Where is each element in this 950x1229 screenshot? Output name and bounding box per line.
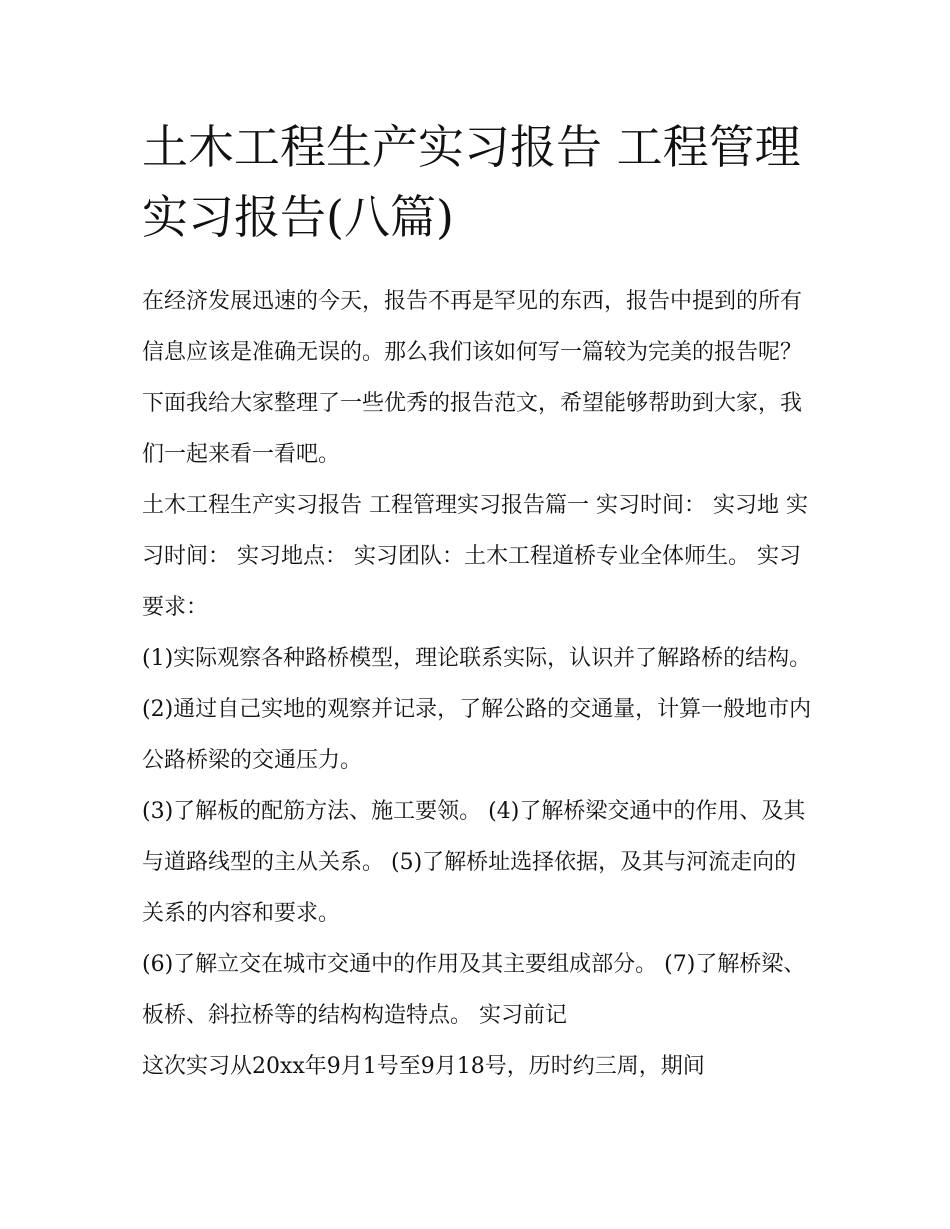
paragraph-intro: 在经济发展迅速的今天，报告不再是罕见的东西，报告中提到的所有信息应该是准确无误的。那么我们该如何写一篇较为完美的报告呢？下面我给大家整理了一些优秀的报告范文，希望能够帮助到大家，我们一起来看一看吧。 <box>142 289 803 467</box>
document-body <box>142 276 818 1092</box>
paragraph-internship-info: 土木工程生产实习报告 工程管理实习报告篇一 实习时间： 实习地 实习时间： 实习地点： 实习团队：土木工程道桥专业全体师生。 实习要求： <box>142 493 808 620</box>
paragraph-internship-period: 这次实习从20xx年9月1号至9月18号，历时约三周，期间 <box>142 1054 705 1079</box>
paragraph-requirements-1-2: (1)实际观察各种路桥模型，理论联系实际，认识并了解路桥的结构。 (2)通过自己实地的观察并记录，了解公路的交通量，计算一般地市内公路桥梁的交通压力。 <box>142 646 812 773</box>
paragraph-requirements-6-7: (6)了解立交在城市交通中的作用及其主要组成部分。 (7)了解桥梁、板桥、斜拉桥等的结构构造特点。 实习前记 <box>142 952 806 1028</box>
paragraph-requirements-3-5: (3)了解板的配筋方法、施工要领。 (4)了解桥梁交通中的作用、及其与道路线型的主从关系。 (5)了解桥址选择依据，及其与河流走向的关系的内容和要求。 <box>142 799 806 926</box>
document-title: 土木工程生产实习报告 工程管理实习报告(八篇) <box>142 120 801 244</box>
